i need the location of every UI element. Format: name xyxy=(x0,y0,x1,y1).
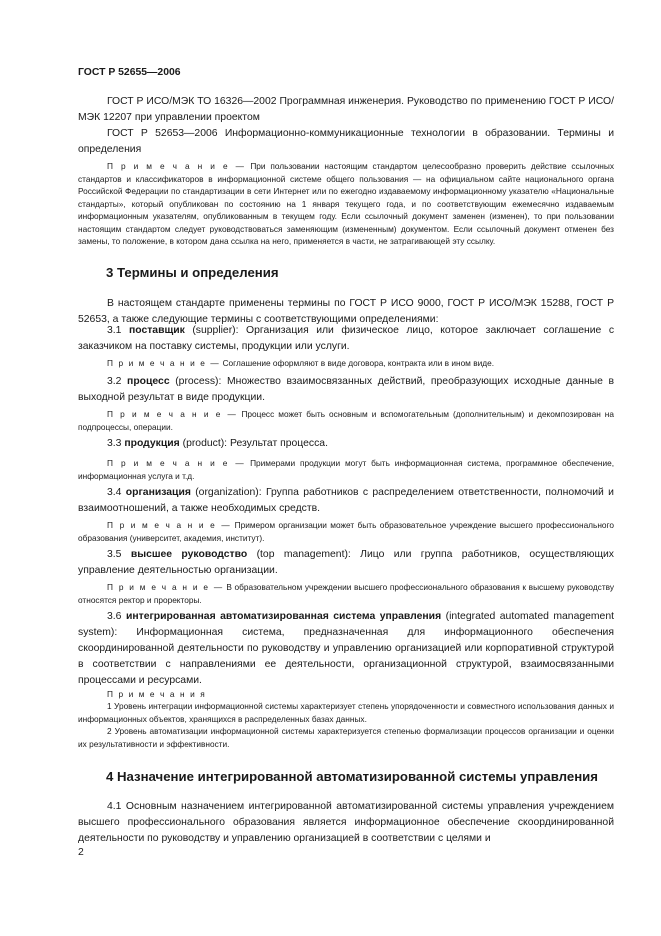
notes-heading xyxy=(78,688,614,701)
note-text: В образовательном учреждении высшего профессионального образования к высшему руководству относятся ректор и проректоры. xyxy=(78,582,614,605)
note-text: Примером организации может быть образовательное учреждение высшего профессионального образования (университет, академия, институт). xyxy=(78,520,615,543)
term-number: 3.4 xyxy=(107,487,122,498)
term-number: 3.3 xyxy=(107,438,122,449)
term-text: Результат процесса. xyxy=(229,438,328,449)
term-text: Группа работников с распределением ответственности, полномочий и взаимоотношений, а также необходимых средств. xyxy=(78,487,614,514)
numbered-note: 2 Уровень автоматизации информационной системы характеризуется степенью формализации процессов организации и оценки их результативности и эффективности. xyxy=(78,726,614,749)
term-text: Лицо или группа работников, осуществляющих управление деятельностью организации. xyxy=(78,549,615,576)
note-text: Соглашение оформляют в виде договора, контракта или в ином виде. xyxy=(222,358,494,368)
term-name: высшее руководство xyxy=(130,549,248,560)
term-english: (process): xyxy=(175,376,222,387)
term-number: 3.1 xyxy=(107,325,122,336)
reference-item: ГОСТ Р 52653—2006 Информационно-коммуникационные технологии в образовании. Термины и определения xyxy=(78,128,614,155)
paragraph-4-1: 4.1 Основным назначением интегрированной автоматизированной системы управления учреждением высшего профессионального образования является информационное обеспечение скоординированной деятельности по руководству и управлению организацией в соответствии с целями и xyxy=(78,801,614,844)
intro-note xyxy=(78,160,614,248)
section-heading: 4 Назначение интегрированной автоматизированной системы управления xyxy=(106,769,598,784)
term-name: продукция xyxy=(124,438,180,449)
term-name: организация xyxy=(125,487,191,498)
note-text: Процесс может быть основным и вспомогательным (дополнительным) и декомпозирован на подпроцессы, операции. xyxy=(78,409,615,432)
term-english: (organization): xyxy=(195,487,262,498)
term-name: поставщик xyxy=(128,325,185,336)
note-label: П р и м е ч а н и е — xyxy=(107,582,224,592)
term-text: Множество взаимосвязанных действий, преобразующих исходные данные в выходной результат в виде продукции. xyxy=(78,376,614,403)
term-english: (supplier): xyxy=(192,325,239,336)
term-note xyxy=(78,357,614,370)
page-number: 2 xyxy=(78,847,84,858)
note-label: П р и м е ч а н и е — xyxy=(107,161,246,171)
term-note xyxy=(78,408,614,433)
term-note xyxy=(78,519,614,544)
term-text: Организация или физическое лицо, которое заключает соглашение с заказчиком на поставку системы, продукции или услуги. xyxy=(78,325,615,352)
term-english: (integrated automated management system): xyxy=(78,611,614,638)
notes-label: П р и м е ч а н и я xyxy=(107,689,207,699)
term-definition xyxy=(78,485,614,517)
term-english: (top management): xyxy=(256,549,351,560)
term-name: процесс xyxy=(127,376,170,387)
term-definition xyxy=(78,374,614,406)
term-number: 3.5 xyxy=(107,549,122,560)
term-definition xyxy=(78,609,614,689)
note-label: П р и м е ч а н и е — xyxy=(107,458,246,468)
term-note xyxy=(78,457,614,482)
term-note xyxy=(78,581,614,606)
term-definition xyxy=(78,323,614,355)
term-definition xyxy=(78,547,614,579)
note-text: При пользовании настоящим стандартом целесообразно проверить действие ссылочных стандартов и классификаторов в информационной системе общего пользования — на официальном сайте национального органа Российской Федерации по стандартизации в сети Интернет или по ежегодно издаваемому информационному указателю «Национальные стандарты», который опубликован по состоянию на 1 января текущего года, и по соответствующим ежемесячно издаваемым информационным указателям, опубликованным в текущем году. Если ссылочный документ заменен (изменен), то при пользовании настоящим стандартом следует руководствоваться заменяющим (измененным) документом. Если ссылочный документ отменен без замены, то положение, в котором дана ссылка на него, применяется в части, не затрагивающей эту ссылку. xyxy=(78,161,614,246)
note-label: П р и м е ч а н и е — xyxy=(107,358,221,368)
reference-item: ГОСТ Р ИСО/МЭК ТО 16326—2002 Программная инженерия. Руководство по применению ГОСТ Р ИСО/МЭК 12207 при управлении проектом xyxy=(78,96,614,123)
term-english: (product): xyxy=(182,438,228,449)
term-number: 3.6 xyxy=(107,611,122,622)
term-number: 3.2 xyxy=(107,376,122,387)
term-text: Информационная система, предназначенная для информационного обеспечения скоординированной деятельности по руководству и управлению организацией или корпоративной структурой в соответствии с направлениями ее деятельности, организационной структурой, взаимосвязанными процессами и ресурсами. xyxy=(78,627,614,686)
numbered-note: 1 Уровень интеграции информационной системы характеризует степень упорядоченности и совместного использования данных и информационных объектов, хранящихся в распределенных базах данных. xyxy=(78,701,614,724)
term-name: интегрированная автоматизированная система управления xyxy=(125,611,442,622)
section-intro: В настоящем стандарте применены термины по ГОСТ Р ИСО 9000, ГОСТ Р ИСО/МЭК 15288, ГОСТ Р 52653, а также следующие термины с соответствующими определениями: xyxy=(78,298,614,325)
note-label: П р и м е ч а н и е — xyxy=(107,520,232,530)
note-text: Примерами продукции могут быть информационная система, программное обеспечение, информационная услуга и т.д. xyxy=(78,458,615,481)
page-header: ГОСТ Р 52655—2006 xyxy=(78,67,181,78)
term-definition xyxy=(78,436,614,452)
section-heading: 3 Термины и определения xyxy=(106,265,279,280)
note-label: П р и м е ч а н и е — xyxy=(107,409,238,419)
